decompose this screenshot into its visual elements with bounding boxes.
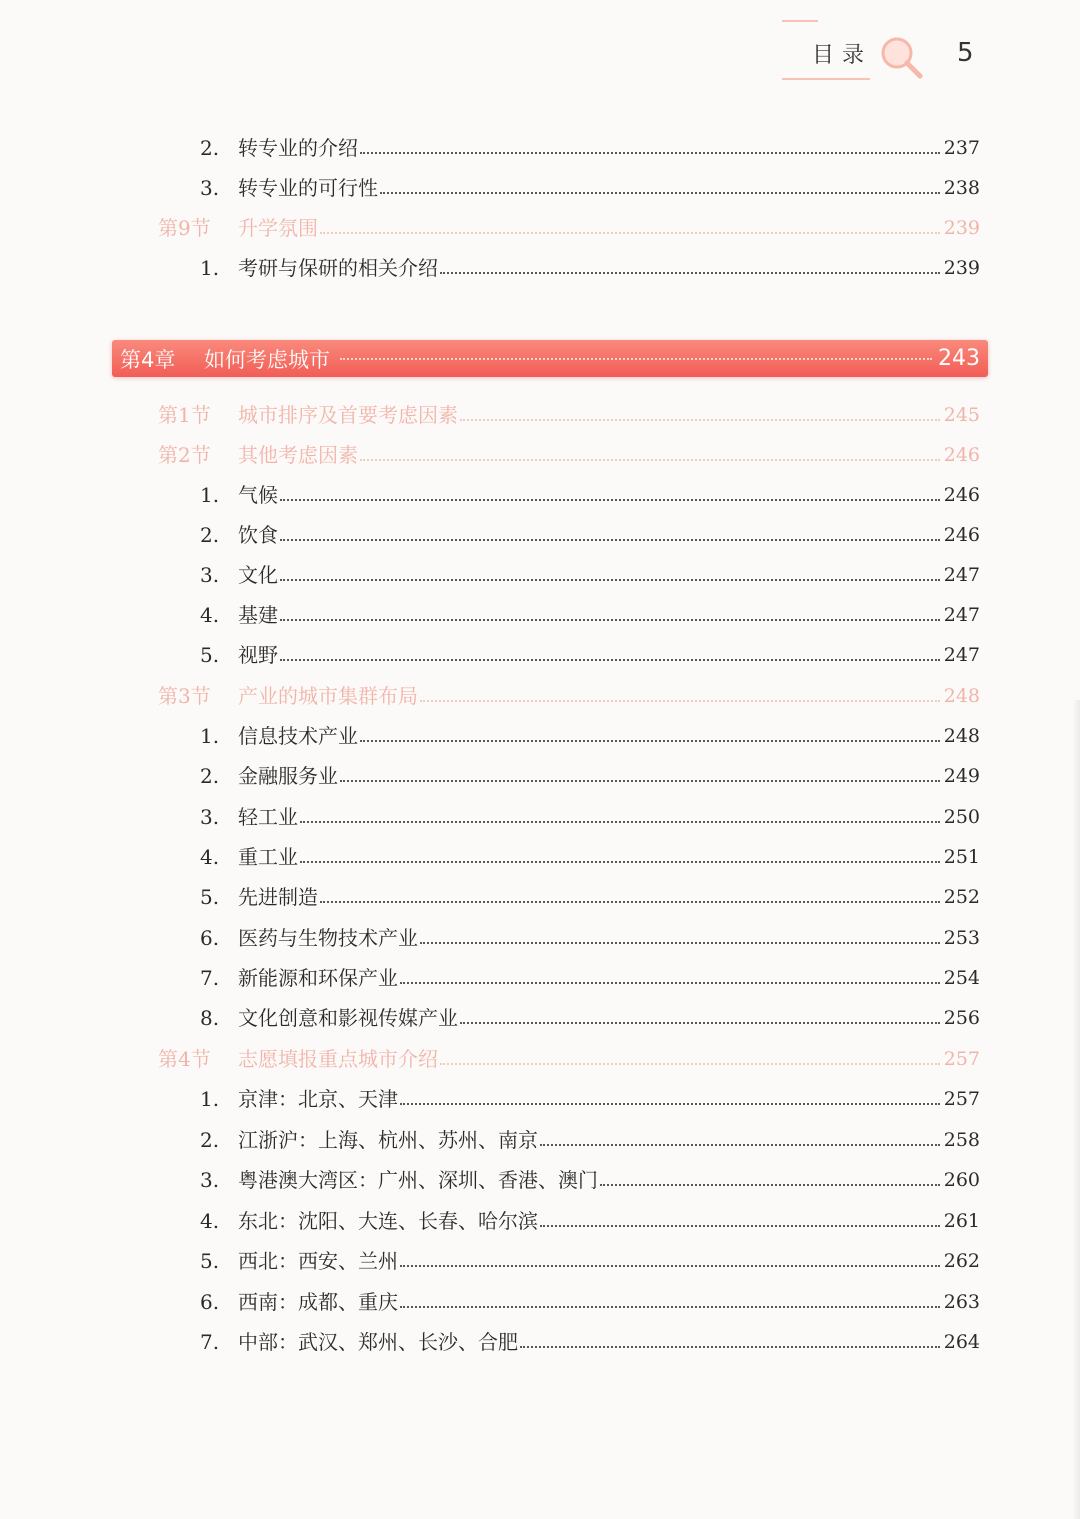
toc-item[interactable] bbox=[200, 250, 980, 280]
toc-section[interactable] bbox=[158, 210, 980, 240]
toc-section-page: 245 bbox=[943, 404, 980, 426]
toc-item-page: 263 bbox=[943, 1291, 980, 1313]
toc-item-number: 1. bbox=[200, 724, 220, 748]
toc-item[interactable] bbox=[200, 718, 980, 748]
toc-item-label: 轻工业 bbox=[238, 805, 298, 829]
toc-section[interactable] bbox=[158, 397, 980, 427]
chapter-number: 第4章 bbox=[120, 347, 176, 372]
toc-item-label: 医药与生物技术产业 bbox=[238, 926, 418, 950]
toc-item-number: 2. bbox=[200, 1128, 220, 1152]
leader-dots bbox=[360, 152, 940, 154]
toc-item-label: 转专业的介绍 bbox=[238, 136, 358, 160]
leader-dots bbox=[400, 1103, 940, 1105]
toc-item-number: 7. bbox=[200, 1330, 220, 1354]
chapter-title: 如何考虑城市 bbox=[204, 347, 330, 372]
toc-section-page: 239 bbox=[943, 217, 980, 239]
toc-item-page: 253 bbox=[943, 927, 980, 949]
toc-section-number: 第4节 bbox=[158, 1047, 211, 1071]
toc-item-label: 考研与保研的相关介绍 bbox=[238, 256, 438, 280]
toc-item-label: 中部：武汉、郑州、长沙、合肥 bbox=[238, 1330, 518, 1354]
toc-item-label: 饮食 bbox=[238, 523, 278, 547]
toc-item-label: 江浙沪：上海、杭州、苏州、南京 bbox=[238, 1128, 538, 1152]
toc-item-page: 252 bbox=[943, 886, 980, 908]
toc-item[interactable] bbox=[200, 1081, 980, 1111]
toc-item-page: 251 bbox=[943, 846, 980, 868]
toc-item-label: 西南：成都、重庆 bbox=[238, 1290, 398, 1314]
toc-item-page: 257 bbox=[943, 1088, 980, 1110]
toc-item-page: 262 bbox=[943, 1250, 980, 1272]
leader-dots bbox=[460, 419, 940, 421]
toc-item[interactable] bbox=[200, 920, 980, 950]
toc-item-label: 文化 bbox=[238, 563, 278, 587]
leader-dots bbox=[400, 982, 940, 984]
toc-item[interactable] bbox=[200, 1284, 980, 1314]
header-decor-line bbox=[782, 20, 818, 22]
leader-dots bbox=[540, 1144, 940, 1146]
toc-item[interactable] bbox=[200, 1162, 980, 1192]
toc-item[interactable] bbox=[200, 1122, 980, 1152]
leader-dots bbox=[280, 659, 940, 661]
toc-item[interactable] bbox=[200, 758, 980, 788]
toc-item-label: 重工业 bbox=[238, 845, 298, 869]
toc-section[interactable] bbox=[158, 437, 980, 467]
toc-item-number: 2. bbox=[200, 764, 220, 788]
toc-item-label: 气候 bbox=[238, 483, 278, 507]
leader-dots bbox=[420, 700, 940, 702]
toc-item[interactable] bbox=[200, 1243, 980, 1273]
toc-item[interactable] bbox=[200, 839, 980, 869]
toc-item-page: 239 bbox=[943, 257, 980, 279]
toc-section-label: 志愿填报重点城市介绍 bbox=[238, 1047, 438, 1071]
leader-dots bbox=[400, 1306, 940, 1308]
toc-item-page: 250 bbox=[943, 806, 980, 828]
toc-item[interactable] bbox=[200, 517, 980, 547]
leader-dots bbox=[320, 232, 940, 234]
toc-item-number: 8. bbox=[200, 1006, 220, 1030]
leader-dots bbox=[520, 1346, 940, 1348]
page-number: 5 bbox=[957, 38, 974, 68]
toc-section-page: 246 bbox=[943, 444, 980, 466]
toc-item-label: 视野 bbox=[238, 643, 278, 667]
toc-item-number: 5. bbox=[200, 643, 220, 667]
toc-section-number: 第3节 bbox=[158, 684, 211, 708]
toc-section-label: 升学氛围 bbox=[238, 216, 318, 240]
toc-item-page: 246 bbox=[943, 524, 980, 546]
toc-item[interactable] bbox=[200, 597, 980, 627]
toc-item-number: 2. bbox=[200, 136, 220, 160]
toc-section[interactable] bbox=[158, 1041, 980, 1071]
toc-item-number: 3. bbox=[200, 176, 220, 200]
leader-dots bbox=[360, 740, 940, 742]
leader-dots bbox=[300, 861, 940, 863]
toc-item[interactable] bbox=[200, 170, 980, 200]
toc-item-number: 6. bbox=[200, 1290, 220, 1314]
toc-item-page: 258 bbox=[943, 1129, 980, 1151]
toc-item-number: 6. bbox=[200, 926, 220, 950]
toc-item-page: 247 bbox=[943, 564, 980, 586]
toc-item-label: 基建 bbox=[238, 603, 278, 627]
toc-item-number: 3. bbox=[200, 563, 220, 587]
leader-dots bbox=[320, 901, 940, 903]
page-header bbox=[0, 30, 1080, 100]
toc-item-page: 247 bbox=[943, 604, 980, 626]
leader-dots bbox=[440, 1063, 940, 1065]
toc-item-label: 转专业的可行性 bbox=[238, 176, 378, 200]
toc-section-number: 第9节 bbox=[158, 216, 211, 240]
toc-item[interactable] bbox=[200, 799, 980, 829]
leader-dots bbox=[280, 539, 940, 541]
toc-item-page: 249 bbox=[943, 765, 980, 787]
toc-section-page: 257 bbox=[943, 1048, 980, 1070]
toc-item-page: 247 bbox=[943, 644, 980, 666]
toc-item-number: 1. bbox=[200, 1087, 220, 1111]
toc-item-page: 260 bbox=[943, 1169, 980, 1191]
header-title: 目录 bbox=[812, 43, 873, 68]
header-underline bbox=[782, 78, 870, 80]
toc-section-label: 产业的城市集群布局 bbox=[238, 684, 418, 708]
toc-item-page: 246 bbox=[943, 484, 980, 506]
toc-item-number: 7. bbox=[200, 966, 220, 990]
toc-section-page: 248 bbox=[943, 685, 980, 707]
toc-item-number: 4. bbox=[200, 845, 220, 869]
toc-item-page: 261 bbox=[943, 1210, 980, 1232]
toc-item-label: 西北：西安、兰州 bbox=[238, 1249, 398, 1273]
toc-item-label: 文化创意和影视传媒产业 bbox=[238, 1006, 458, 1030]
leader-dots bbox=[460, 1022, 940, 1024]
toc-item-page: 264 bbox=[943, 1331, 980, 1353]
leader-dots bbox=[340, 780, 940, 782]
toc-item-page: 256 bbox=[943, 1007, 980, 1029]
toc-item-number: 4. bbox=[200, 603, 220, 627]
toc-item[interactable] bbox=[200, 557, 980, 587]
toc-item[interactable] bbox=[200, 1000, 980, 1030]
toc-item[interactable] bbox=[200, 960, 980, 990]
toc-item-page: 237 bbox=[943, 137, 980, 159]
leader-dots bbox=[300, 821, 940, 823]
toc-item-number: 4. bbox=[200, 1209, 220, 1233]
toc-item-number: 3. bbox=[200, 805, 220, 829]
leader-dots bbox=[420, 942, 940, 944]
chapter-banner[interactable] bbox=[112, 340, 988, 377]
magnifier-icon bbox=[878, 34, 924, 80]
toc-section-number: 第1节 bbox=[158, 403, 211, 427]
leader-dots bbox=[340, 358, 932, 360]
toc-item-label: 京津：北京、天津 bbox=[238, 1087, 398, 1111]
leader-dots bbox=[280, 499, 940, 501]
leader-dots bbox=[600, 1184, 940, 1186]
leader-dots bbox=[360, 459, 940, 461]
leader-dots bbox=[540, 1225, 940, 1227]
toc-section-number: 第2节 bbox=[158, 443, 211, 467]
leader-dots bbox=[380, 192, 940, 194]
toc-item-label: 信息技术产业 bbox=[238, 724, 358, 748]
toc-item-label: 先进制造 bbox=[238, 885, 318, 909]
leader-dots bbox=[280, 619, 940, 621]
page-edge-shadow bbox=[1072, 700, 1080, 1519]
toc-item-number: 5. bbox=[200, 885, 220, 909]
toc-item-label: 金融服务业 bbox=[238, 764, 338, 788]
toc-item-page: 238 bbox=[943, 177, 980, 199]
chapter-page: 243 bbox=[938, 346, 980, 371]
toc-item[interactable] bbox=[200, 637, 980, 667]
toc-item-label: 东北：沈阳、大连、长春、哈尔滨 bbox=[238, 1209, 538, 1233]
toc-item-number: 2. bbox=[200, 523, 220, 547]
toc-item[interactable] bbox=[200, 1203, 980, 1233]
toc-item-number: 1. bbox=[200, 256, 220, 280]
toc-item[interactable] bbox=[200, 130, 980, 160]
toc-item-page: 248 bbox=[943, 725, 980, 747]
toc-item-number: 5. bbox=[200, 1249, 220, 1273]
leader-dots bbox=[280, 579, 940, 581]
toc-item-number: 1. bbox=[200, 483, 220, 507]
toc-item[interactable] bbox=[200, 1324, 980, 1354]
toc-item-page: 254 bbox=[943, 967, 980, 989]
toc-item-label: 新能源和环保产业 bbox=[238, 966, 398, 990]
toc-section-label: 其他考虑因素 bbox=[238, 443, 358, 467]
leader-dots bbox=[440, 272, 940, 274]
toc-item-label: 粤港澳大湾区：广州、深圳、香港、澳门 bbox=[238, 1168, 598, 1192]
toc-item-number: 3. bbox=[200, 1168, 220, 1192]
toc-section[interactable] bbox=[158, 678, 980, 708]
toc-item[interactable] bbox=[200, 477, 980, 507]
toc-item[interactable] bbox=[200, 879, 980, 909]
leader-dots bbox=[400, 1265, 940, 1267]
toc-section-label: 城市排序及首要考虑因素 bbox=[238, 403, 458, 427]
